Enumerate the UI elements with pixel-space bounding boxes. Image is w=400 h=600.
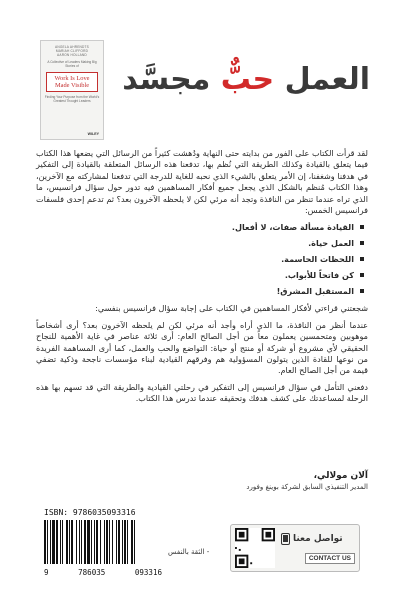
qr-code-icon[interactable]	[235, 528, 275, 568]
thumbnail-publisher: WILEY	[87, 132, 99, 136]
paragraph-window: عندما أنظر من النافذة، ما الذي أراه وأجد أنه مرئي لكن لم يلحظه الآخرون بعد؟ أرى أشخاصاً موهوبين ومتحمسين يعملون معاً من أجل الصالح العام: أرى ثلاثة عناصر في غاية الأهمية للنجاح الحقيقي لأي مشروع أو شركة أو منتج أو حياة: التواضع والحب والعمل، كما أرى المساهمة الفريدة من نوعها للقادة الذين يتولون المسؤولية هم وفرقهم القيادية لبناء مؤسسات ناجحة وذكية تضفي قيمة من أجل الصالح العام.	[36, 319, 368, 376]
paragraph-encouraged: شجعتني قراءتي لأفكار المساهمين في الكتاب على إجابة سؤال فرانسيس بنفسي:	[95, 303, 368, 314]
philosophies-list	[36, 221, 368, 297]
list-item: اللحظات الحاسمة.	[36, 253, 354, 265]
isbn-label: ISBN: 9786035093316	[44, 508, 136, 517]
phone-icon	[281, 533, 290, 545]
contact-us-box[interactable]	[230, 524, 360, 572]
isbn-digit-first: 9	[44, 568, 49, 577]
page-title	[122, 62, 370, 98]
thumbnail-author-1: ANGELA AHRENDTS	[55, 45, 89, 49]
title-word-work: العمل	[284, 62, 370, 97]
thumbnail-author-2: MARIAH CLIFFORD	[55, 49, 89, 53]
thumbnail-title: Work Is Love Made Visible	[46, 72, 98, 92]
contact-english-label: CONTACT US	[305, 553, 355, 564]
isbn-digit-group-1: 786035	[78, 568, 106, 577]
back-cover-text	[36, 148, 368, 410]
list-item: القيادة مسألة صفات، لا أفعال.	[36, 221, 354, 233]
isbn-barcode	[44, 508, 164, 577]
list-item: كن فاتحاً للأبواب.	[36, 269, 354, 281]
endorsement-signature	[246, 470, 368, 492]
series-label: - الثقة بالنفس	[168, 548, 210, 556]
thumbnail-author-3: AARON HOLLAND	[57, 53, 87, 57]
signature-role: المدير التنفيذي السابق لشركة بوينغ وفورد	[246, 483, 368, 491]
list-item: المستقبل المشرق!	[36, 285, 354, 297]
thumbnail-subtitle: A Collective of Leaders Making Big Stories of	[47, 60, 97, 68]
contact-arabic	[281, 533, 355, 545]
signature-name: آلان مولالي،	[313, 471, 368, 481]
isbn-digits	[44, 568, 162, 577]
barcode-icon	[44, 520, 158, 564]
thumbnail-tagline: Finding Your Purpose from the World's Greatest Thought Leaders	[44, 95, 100, 103]
paragraph-intro: لقد قرأت الكتاب على الفور من بدايته حتى النهاية ودُهشت كثيراً من الرسائل التي يضعها هذا الكتاب فيما يتعلق بالقيادة وكذلك الطريقة التي نُظم بها، تدفعنا هذه الرسائل المتعلقة بالقيادة إلى التفكير في هدفنا وشغفنا، إن الأمر يتعلق بالشيء الذي نحبه للغاية للدرجة التي تدفعنا لمشاركته مع الآخرين، وهذا الكتاب مُنظم بالشكل الذي يجعل جميع أفكار المساهمين فيه تدور حول سؤال فرانسيس، ما الذي تراه عندما تنظر من النافذة وتجد أنه مرئي لكن لا يلحظه الآخرون بعد؟ ثم تدعم إحدى فلسفات فرانسيس الخمس:	[36, 148, 368, 216]
contact-arabic-label: تواصل معنا	[293, 533, 343, 544]
isbn-digit-group-2: 093316	[134, 568, 162, 577]
list-item: العمل حياة.	[36, 237, 354, 249]
paragraph-reflection: دفعني التأمل في سؤال فرانسيس إلى التفكير في رحلتي القيادية والطريقة التي قد تسهم بها هذه الرحلة لمساعدتك على كشف هدفك وتحقيقه عندما تدرس هذا الكتاب.	[36, 381, 368, 404]
book-cover-thumbnail	[40, 40, 104, 140]
title-word-love: حبٌّ	[220, 62, 275, 97]
title-word-embodied: مجسَّد	[122, 62, 211, 97]
contact-text	[281, 533, 355, 564]
